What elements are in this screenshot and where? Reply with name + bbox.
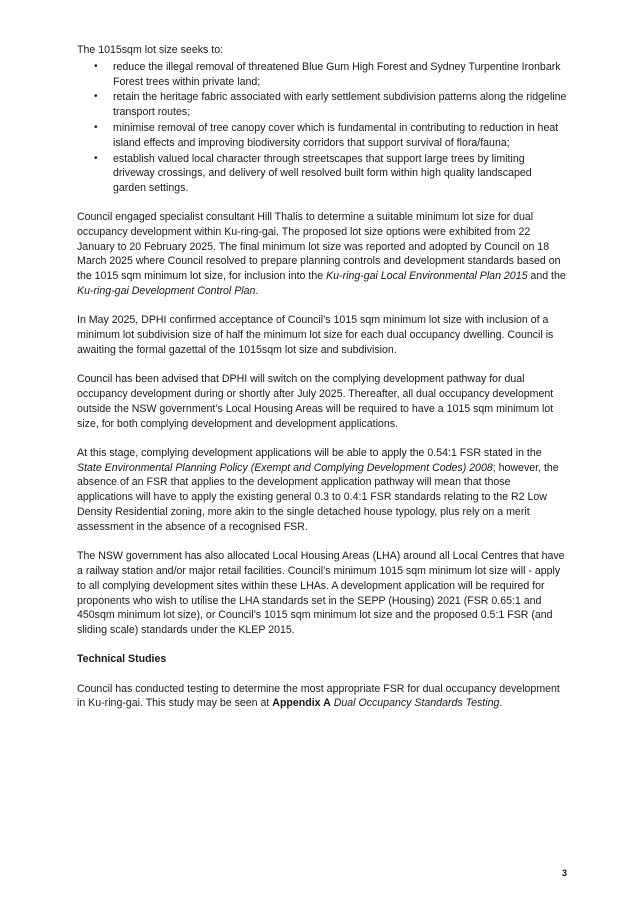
paragraph-text: ; however, the absence of an FSR that applies to the development application pathway will mean that those applications will have to apply the existing general 0.3 to 0.4:1 FSR standards relating to the R2 Low Density Residential zoning, more akin to the single detached house typology, plus rely on a merit assessment in the absence of a recognised FSR. bbox=[77, 461, 559, 533]
bullet-text: reduce the illegal removal of threatened Blue Gum High Forest and Sydney Turpentine Ironbark Forest trees within private land; bbox=[113, 60, 561, 88]
bullet-item bbox=[77, 152, 567, 196]
paragraph-dphi-acceptance: In May 2025, DPHI confirmed acceptance of Council’s 1015 sqm minimum lot size with inclusion of a minimum lot subdivision size of half the minimum lot size for each dual occupancy dwelling. Council is awaiting the formal gazettal of the 1015sqm lot size and subdivision. bbox=[77, 314, 554, 356]
lep-title: Ku-ring-gai Local Environmental Plan 2015 bbox=[326, 270, 528, 283]
bullet-icon: • bbox=[94, 121, 98, 133]
paragraph-fsr bbox=[77, 446, 567, 535]
paragraph-text: Council has conducted testing to determine the most appropriate FSR for dual occupancy development in Ku-ring-gai. This study may be seen at bbox=[77, 682, 560, 710]
paragraph-text: Council engaged specialist consultant Hill Thalis to determine a suitable minimum lot size for dual occupancy development within Ku-ring-gai. The proposed lot size options were exhibited from 22 January to 20 February 2025. The final minimum lot size was reported and adopted by Council on 18 March 2025 where Council resolved to prepare planning controls and development standards based on the 1015 sqm minimum lot size, for inclusion into the bbox=[77, 210, 561, 283]
bullet-item bbox=[77, 121, 567, 151]
paragraph-text: and the bbox=[527, 270, 566, 283]
paragraph-text: . bbox=[499, 697, 503, 710]
bullet-icon: • bbox=[94, 91, 98, 103]
sepp-title: State Environmental Planning Policy (Exempt and Complying Development Codes) 2008 bbox=[77, 461, 493, 474]
bullet-text: minimise removal of tree canopy cover which is fundamental in contributing to reduction in heat island effects and improving biodiversity corridors that support survival of flora/fauna; bbox=[113, 121, 559, 149]
section-heading: Technical Studies bbox=[77, 653, 167, 666]
dcp-title: Ku-ring-gai Development Control Plan bbox=[77, 284, 256, 297]
bullet-icon: • bbox=[94, 152, 98, 164]
paragraph-text: At this stage, complying development applications will be able to apply the 0.54:1 FSR stated in the bbox=[77, 446, 542, 459]
bullet-text: retain the heritage fabric associated with early settlement subdivision patterns along the ridgeline transport routes; bbox=[113, 91, 567, 119]
paragraph-technical-studies bbox=[77, 682, 567, 712]
bullet-item bbox=[77, 60, 567, 90]
page-number: 3 bbox=[562, 868, 568, 878]
paragraph-consultant bbox=[77, 210, 567, 299]
bullet-text: establish valued local character through streetscapes that support large trees by limiting driveway crossings, and delivery of well resolved built form within high quality landscaped garden settings. bbox=[113, 152, 532, 195]
paragraph-complying-pathway: Council has been advised that DPHI will switch on the complying development pathway for dual occupancy development during or shortly after July 2025. Thereafter, all dual occupancy development outside the NSW government’s Local Housing Areas will be required to have a 1015 sqm minimum lot size, for both complying development and development applications. bbox=[77, 373, 554, 430]
page-content bbox=[77, 43, 567, 726]
paragraph-lha: The NSW government has also allocated Local Housing Areas (LHA) around all Local Centres that have a railway station and/or major retail facilities. Council’s minimum 1015 sqm minimum lot size will - apply to all complying development sites within these LHAs. A development application will be required for proponents who wish to utilise the LHA standards set in the SEPP (Housing) 2021 (FSR 0.65:1 and 450sqm minimum lot size), or Council’s 1015 sqm minimum lot size and the proposed 0.5:1 FSR (and sliding scale) standards under the KLEP 2015. bbox=[77, 550, 565, 637]
bullet-item bbox=[77, 90, 567, 120]
intro-text: The 1015sqm lot size seeks to: bbox=[77, 44, 224, 56]
bullet-icon: • bbox=[94, 60, 98, 72]
paragraph-text: . bbox=[255, 284, 259, 297]
appendix-reference: Appendix A bbox=[272, 697, 331, 710]
appendix-title: Dual Occupancy Standards Testing bbox=[333, 697, 500, 710]
bullet-list bbox=[77, 60, 567, 196]
